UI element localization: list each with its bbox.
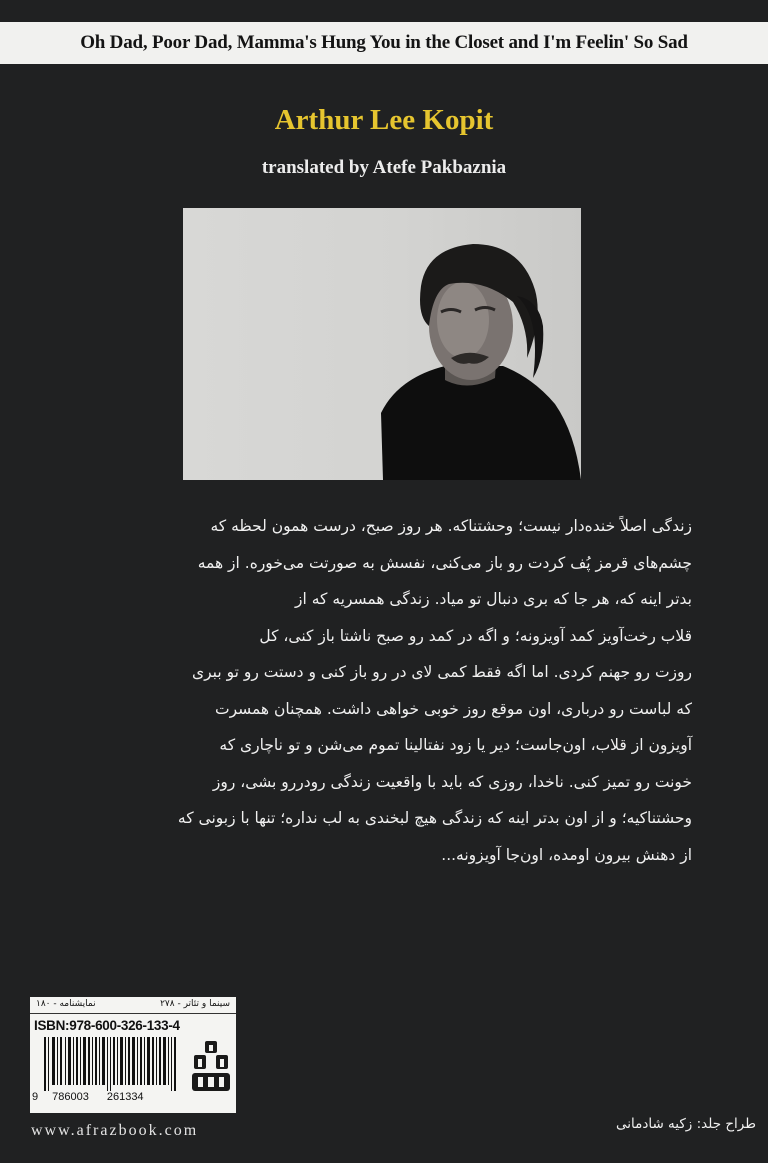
title-band (0, 22, 768, 64)
isbn-number: ISBN:978-600-326-133-4 (34, 1018, 180, 1033)
series-info (30, 997, 236, 1014)
series-label-cinema: سینما و تئاتر - ۲۷۸ (160, 999, 230, 1009)
author-photo (183, 208, 581, 480)
blurb-line: چشم‌های قرمز پُف کردت رو باز می‌کنی، نفسش به صورتت می‌خوره. از همه (197, 553, 692, 572)
series-label-play: نمایشنامه - ۱۸۰ (36, 999, 96, 1009)
blurb-text (92, 508, 692, 873)
blurb-line: زندگی اصلاً خنده‌دار نیست؛ وحشتناکه. هر روز صبح، درست همون لحظه که (210, 517, 692, 535)
isbn-box (30, 997, 236, 1113)
barcode-digit-group-1: 786003 (52, 1091, 89, 1103)
barcode-digits (32, 1091, 182, 1103)
cover-designer-credit: طراح جلد: زکیه شادمانی (615, 1116, 756, 1132)
blurb-line: قلاب رخت‌آویز کمد آویزونه؛ و اگه در کمد رو صبح ناشتا باز کنی، کل (259, 626, 692, 645)
blurb-line: خونت رو تمیز کنی. ناخدا، روزی که باید با واقعیت زندگی رودررو بشی، روز (212, 772, 692, 791)
blurb-line: که لباست رو درباری، اون موقع روز خوبی خواهی داشت. همچنان همسرت (214, 699, 692, 718)
author-portrait-image (183, 208, 581, 480)
publisher-website: www.afrazbook.com (31, 1122, 199, 1139)
blurb-line: روزت رو جهنم کردی. اما اگه فقط کمی لای در رو باز کنی و دستت رو تو ببری (191, 663, 692, 681)
publisher-logo-icon (190, 1039, 232, 1095)
barcode (36, 1037, 186, 1091)
blurb-line: وحشتناکیه؛ و از اون بدتر اینه که زندگی هیچ لبخندی به لب نداره؛ تنها با زبونی که (177, 809, 692, 827)
blurb-line: بدتر اینه که، هر جا که بری دنبال تو میاد. زندگی همسریه که از (295, 590, 692, 608)
book-title: Oh Dad, Poor Dad, Mamma's Hung You in the Closet and I'm Feelin' So Sad (80, 32, 688, 53)
barcode-digit-prefix: 9 (32, 1091, 39, 1103)
blurb-line: از دهنش بیرون اومده، اون‌جا آویزونه... (441, 845, 692, 864)
barcode-digit-group-2: 261334 (106, 1091, 144, 1103)
translator-credit: translated by Atefe Pakbaznia (261, 157, 507, 178)
blurb-line: آویزون از قلاب، اون‌جاست؛ دیر یا زود نفتالینا تموم می‌شن و تو ناچاری که (219, 736, 692, 754)
author-name: Arthur Lee Kopit (274, 104, 494, 136)
